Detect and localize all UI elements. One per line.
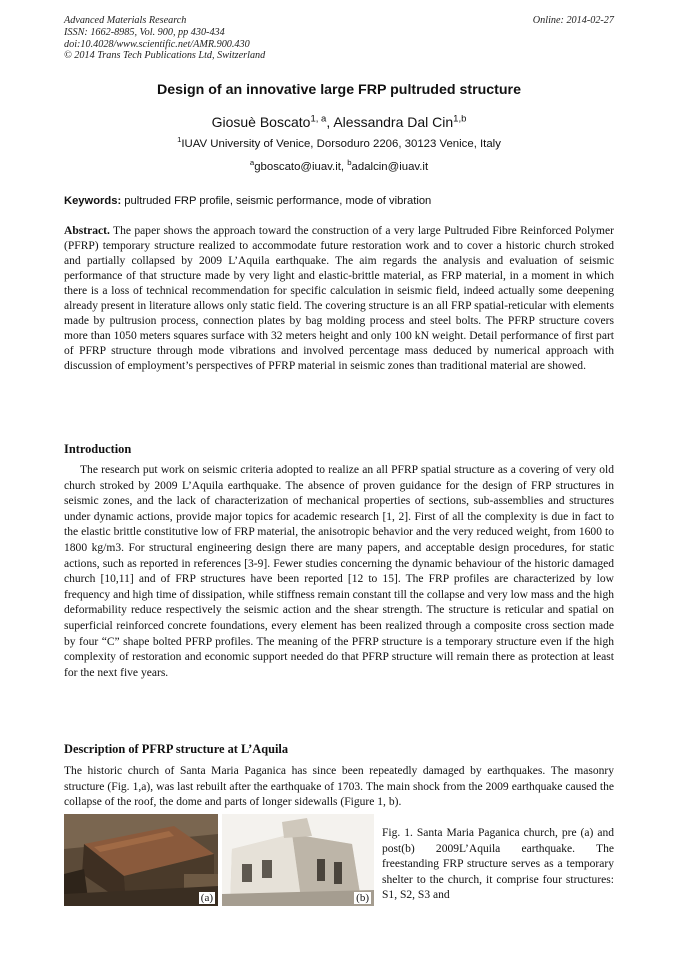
keywords-label: Keywords:	[64, 195, 122, 207]
affiliation	[0, 135, 678, 150]
online-date: Online: 2014-02-27	[532, 15, 614, 26]
figure-1a-church-pre-earthquake	[64, 814, 218, 906]
copyright-line: © 2014 Trans Tech Publications Ltd, Switzerland	[64, 50, 266, 62]
email-b-marker: b	[347, 158, 352, 168]
paper-title: Design of an innovative large FRP pultruded structure	[157, 82, 521, 98]
author-2-affil: 1,b	[453, 113, 467, 125]
description-heading: Description of PFRP structure at L’Aquila	[64, 742, 289, 756]
figure-label-a: (a)	[200, 892, 213, 904]
doi-line: doi:10.4028/www.scientific.net/AMR.900.430	[64, 38, 250, 50]
keywords	[64, 195, 614, 207]
author-2: Alessandra Dal Cin	[333, 114, 454, 130]
journal-header	[64, 15, 614, 62]
author-1: Giosuè Boscato	[211, 114, 311, 130]
damaged-church-photo	[222, 814, 374, 906]
author-1-affil: 1, a	[310, 113, 327, 125]
affiliation-text: IUAV University of Venice, Dorsoduro 2206, 30123 Venice, Italy	[181, 138, 501, 150]
affiliation-marker: 1	[177, 135, 182, 145]
journal-name: Advanced Materials Research	[64, 15, 187, 26]
abstract-label: Abstract.	[64, 225, 110, 237]
email-line	[0, 158, 678, 173]
abstract	[64, 224, 614, 374]
introduction-heading: Introduction	[64, 442, 132, 456]
introduction-body: The research put work on seismic criteria adopted to realize an all PFRP spatial structure as a covering of very old church stroked by 2009 L’Aquila earthquake. The absence of proven guidance for the design of FRP structures in seismic zones, and the lack of characterization of mechanical properties of sections, sub-assemblies and structures under dynamic actions, provide major topics for academic research [1, 2]. First of all the complexity is due in fact to the elastic brittle constitutive low of FRP material, the anisotropic behavior and the very reduced weight, from 1600 to 1800 kg/m3. For structural engineering design there are many papers, and acceptable design procedures, for static actions, such as reported in references [3-9]. Fewer studies concerning the dynamic behaviour of the historic damaged church [10,11] and of FRP structures have been reported [12 to 15]. The FRP profiles are characterized by low frequency and high time of dissipation, while stiffness remain constant till the collapse and very low mass and the high deformability reduce respectively the seismic action and the shear strength. The structure is reticular and spatial on superficial reinforced concrete foundations, every element has been realized through a composite cross section made by four “C” shape bolted PFRP profiles. The meaning of the PFRP structure is a temporary structure even if the high complexity of restoration and economic support needed do that PFRP structure will remain there as protection at least for the next five years.	[64, 464, 614, 679]
issn-line: ISSN: 1662-8985, Vol. 900, pp 430-434	[64, 26, 225, 38]
figure-1-caption: Fig. 1. Santa Maria Paganica church, pre (a) and post(b) 2009L’Aquila earthquake. The freestanding FRP structure serves as a temporary shelter to the church, it comprise four structures: S1, S2, S3 and	[382, 827, 614, 902]
abstract-text: The paper shows the approach toward the construction of a very large Pultruded Fibre Reinforced Polymer (PFRP) temporary structure realized to accommodate future restoration work and to cover a historic church stroked and partially collapsed by 2009 L’Aquila earthquake. The aim regards the analysis and evaluation of seismic performance of that structure made by very light and elastic-brittle material, as FRP material, in a moment in which there is a loss of technical recommendation for specific calculation in seismic field, indeed actually some deepening already present in literature allows only static field. The covering structure is an all FRP spatial-reticular with elements made by pultrusion process, connection plates by bag molding process and steel bolts. The PFRP structure covers more than 1050 meters squares surface with 32 meters height and only 100 kN weight. Detail performance of first part of PFRP structure through mode vibrations and involved percentage mass deduced by numerical approach with discussion of employment’s perspectives of PFRP material in seismic zones than traditional material are showed.	[64, 225, 614, 372]
figure-1b-church-post-earthquake	[222, 814, 374, 906]
email-a-marker: a	[249, 158, 255, 168]
email-a: gboscato@iuav.it,	[254, 161, 348, 173]
figure-label-b: (b)	[356, 892, 369, 904]
description-body: The historic church of Santa Maria Paganica has since been repeatedly damaged by earthquakes. The masonry structure (Fig. 1,a), was last rebuilt after the earthquake of 1703. The main shock from the 2009 earthquake caused the collapse of the roof, the dome and parts of longer sidewalls (Figure 1, b).	[64, 765, 614, 809]
email-b: adalcin@iuav.it	[351, 161, 429, 173]
church-aerial-photo	[64, 814, 218, 906]
author-separator: ,	[326, 114, 334, 130]
keywords-text: pultruded FRP profile, seismic performance, mode of vibration	[121, 195, 432, 207]
author-line	[0, 114, 678, 130]
